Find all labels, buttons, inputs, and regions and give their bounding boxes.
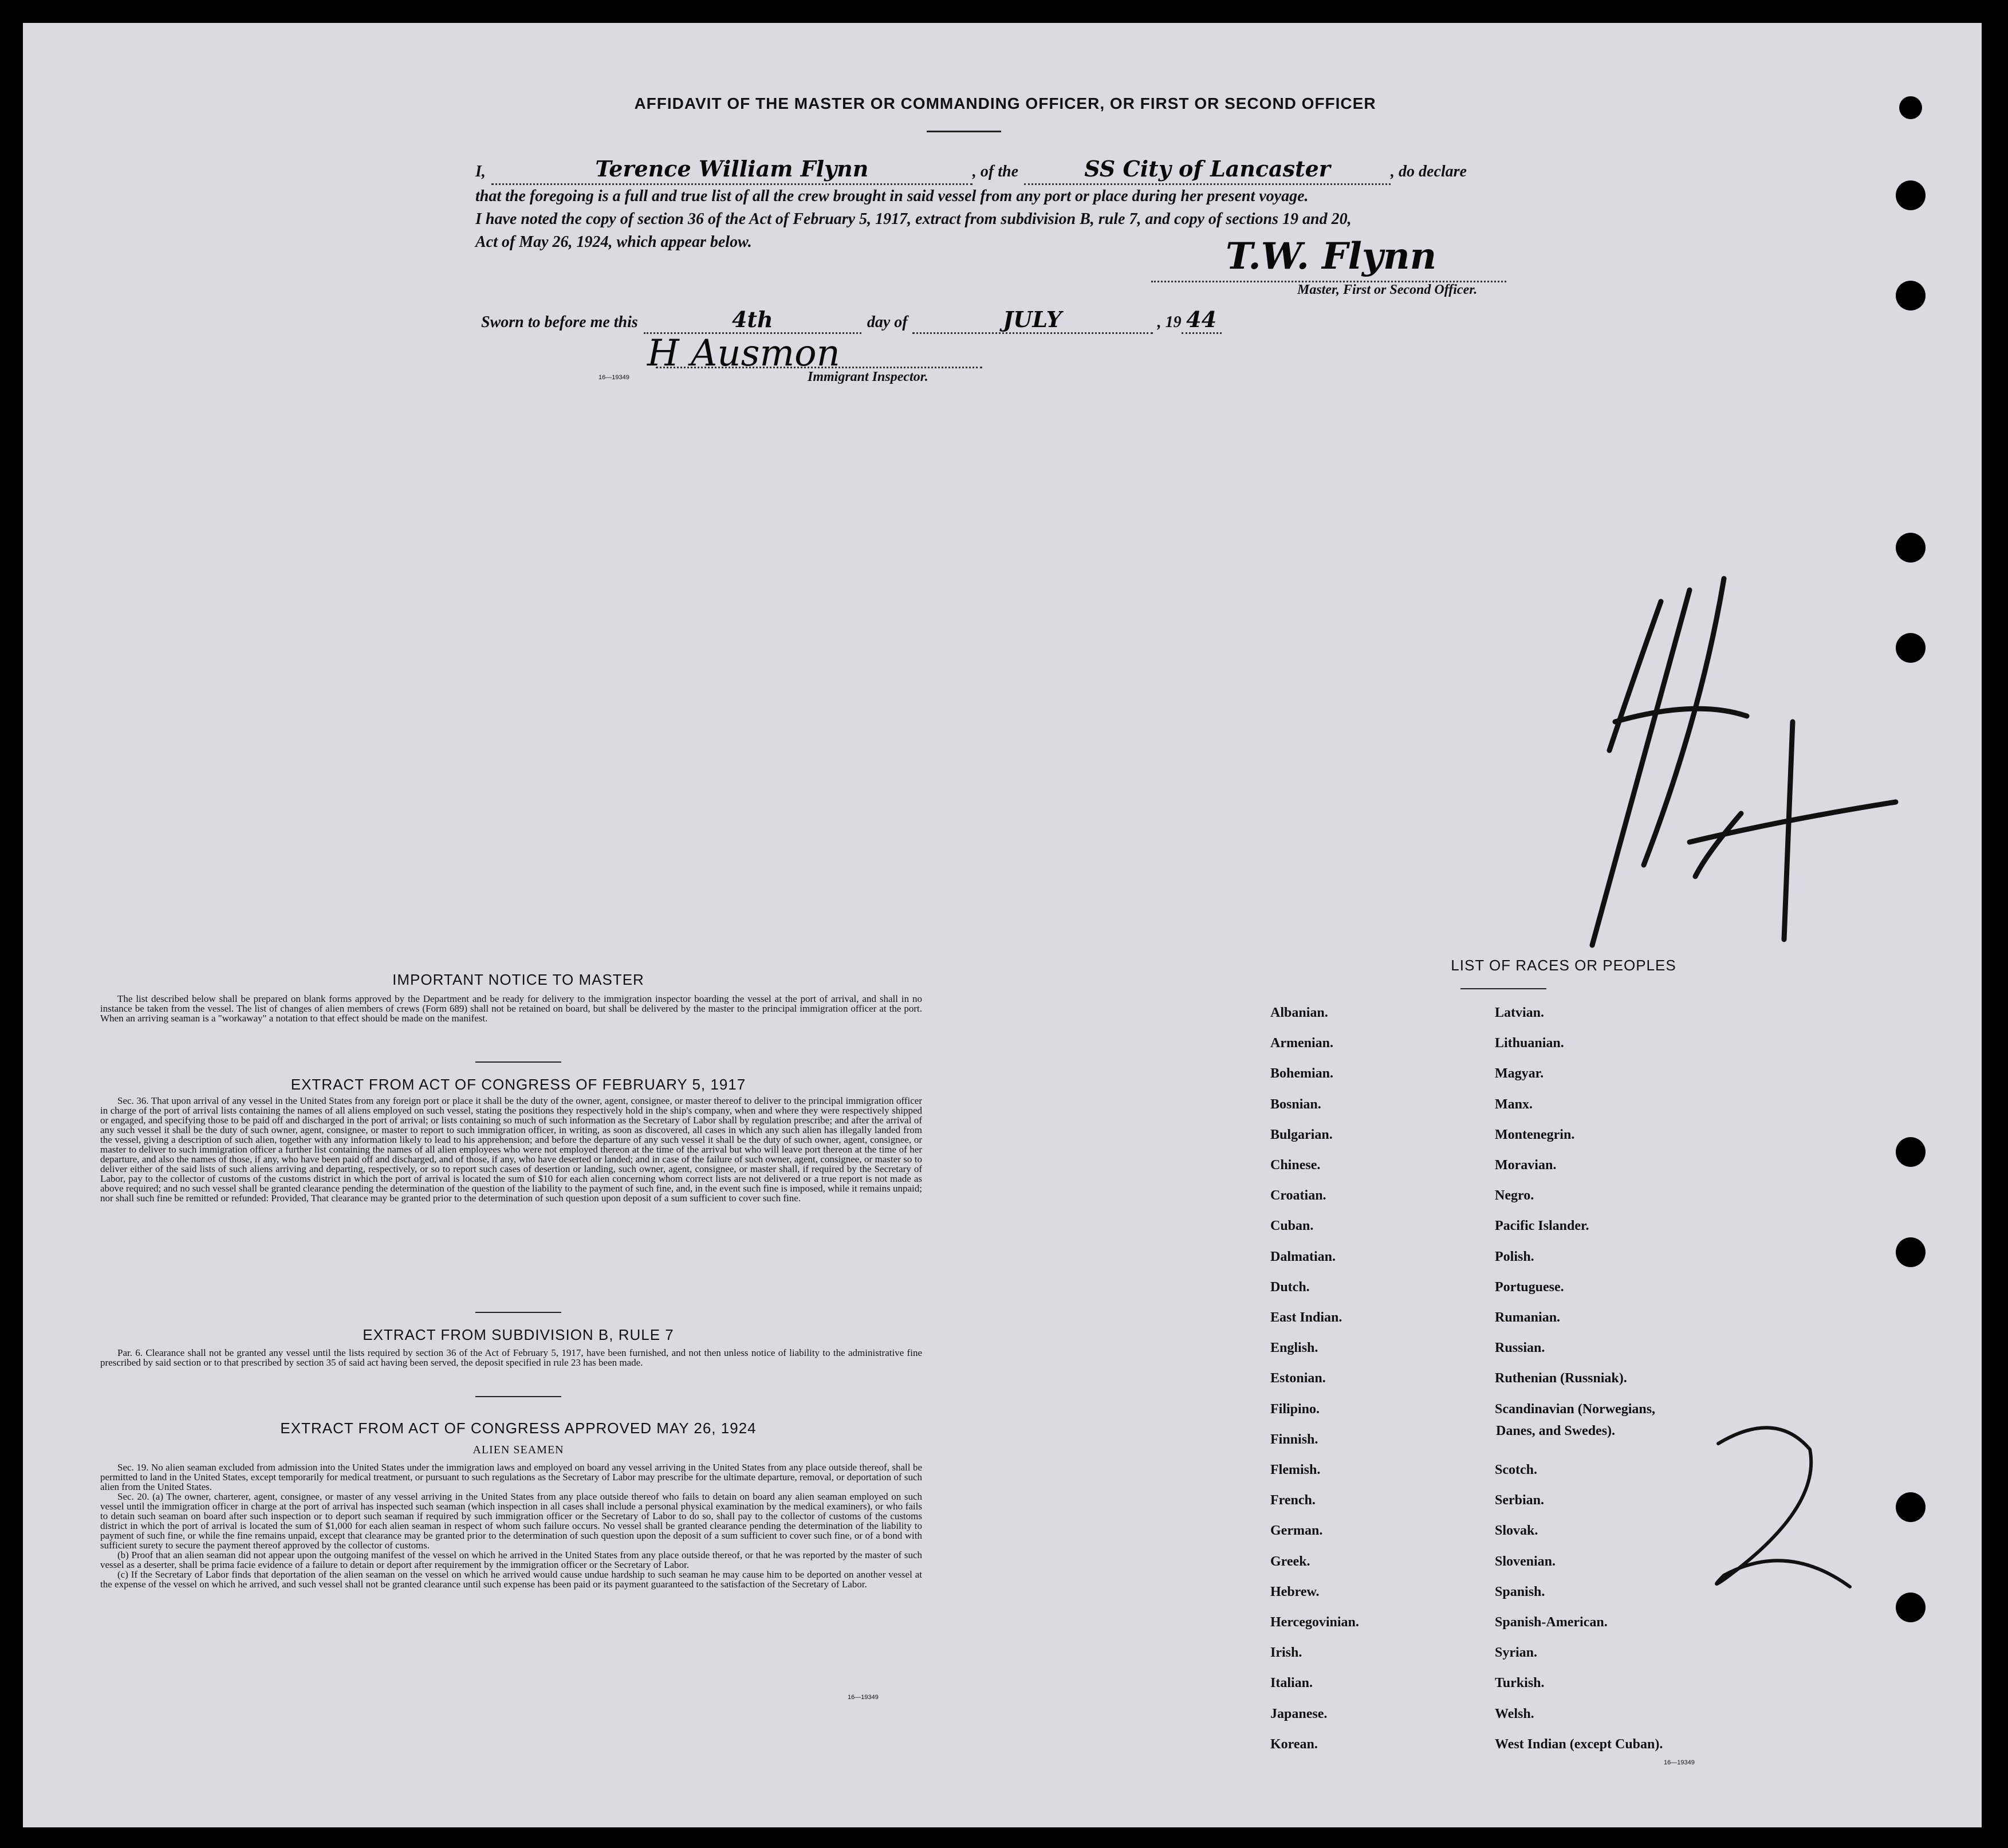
master-name-field [491, 158, 972, 185]
race-item: Scotch. [1495, 1462, 1537, 1477]
affidavit-line-3: I have noted the copy of section 36 of the Act of February 5, 1917, extract from subdivision B, rule 7, and copy of sections 19 and 20, [475, 210, 1352, 228]
race-item: Bohemian. [1270, 1066, 1334, 1082]
subdivision-b-text [100, 1348, 922, 1367]
extract-1924-title: EXTRACT FROM ACT OF CONGRESS APPROVED MAY 26, 1924 [280, 1420, 757, 1437]
inspector-signature-line [656, 344, 982, 368]
binder-hole [1899, 96, 1922, 119]
race-item: Croatian. [1270, 1188, 1326, 1204]
inspector-caption: Immigrant Inspector. [808, 369, 928, 384]
races-title-divider [1460, 988, 1546, 989]
binder-hole [1896, 1593, 1926, 1622]
rule-7-paragraph: Par. 6. Clearance shall not be granted any vessel until the lists required by section 36 of the Act of February 5, 1917, have been furnished, and not then unless notice of liability to the administrative fine prescribed by said section or to that prescribed by section 35 of said act having been served, the deposit specified in rule 23 has been made. [100, 1347, 922, 1368]
affidavit-line-4: Act of May 26, 1924, which appear below. [475, 233, 752, 251]
binder-hole [1896, 533, 1926, 563]
race-item: Slovak. [1495, 1523, 1538, 1539]
race-item: Spanish. [1495, 1584, 1545, 1599]
affidavit-title: AFFIDAVIT OF THE MASTER OR COMMANDING OFFICER, OR FIRST OR SECOND OFFICER [634, 95, 1376, 112]
race-item: Moravian. [1495, 1158, 1557, 1173]
notice-title: IMPORTANT NOTICE TO MASTER [392, 971, 644, 988]
race-item: Portuguese. [1495, 1279, 1564, 1295]
section-20c-paragraph: (c) If the Secretary of Labor finds that deportation of the alien seaman on the vessel on which he arrived would cause undue hardship to such seaman he may cause him to be deported on another vessel at the expense of the vessel on which he arrived, and such vessel shall not be granted clearance until such expense has been paid or its payment guaranteed to the satisfaction of the Secretary of Labor. [100, 1569, 922, 1590]
divider [475, 1061, 561, 1063]
affidavit-line-2: that the foregoing is a full and true list of all the crew brought in said vessel from any port or place during her present voyage. [475, 187, 1309, 205]
binder-hole [1896, 1137, 1926, 1167]
race-item: Syrian. [1495, 1645, 1538, 1661]
race-item: Montenegrin. [1495, 1127, 1575, 1142]
title-divider [927, 131, 1001, 132]
race-item: Hercegovinian. [1270, 1615, 1359, 1630]
binder-hole [1896, 1237, 1926, 1267]
race-item: Estonian. [1270, 1371, 1326, 1386]
race-item: Lithuanian. [1495, 1036, 1564, 1051]
race-item: West Indian (except Cuban). [1495, 1736, 1663, 1752]
sworn-month-field [912, 306, 1153, 334]
race-item: Flemish. [1270, 1462, 1321, 1477]
master-name-handwritten: Terence William Flynn [595, 156, 869, 182]
race-item: Negro. [1495, 1188, 1534, 1204]
race-item: Welsh. [1495, 1706, 1534, 1721]
race-item: Italian. [1270, 1676, 1313, 1691]
handwritten-side-number [1684, 1403, 1856, 1598]
affidavit-prefix: I, [475, 163, 486, 180]
master-signature-line [1151, 258, 1506, 282]
race-item: Scandinavian (Norwegians, [1495, 1401, 1656, 1417]
binder-hole [1896, 180, 1926, 210]
subdivision-b-title: EXTRACT FROM SUBDIVISION B, RULE 7 [363, 1326, 674, 1343]
sworn-day-handwritten: 4th [732, 306, 773, 332]
sworn-line [481, 306, 1222, 334]
races-title: LIST OF RACES OR PEOPLES [1451, 957, 1676, 974]
sworn-month-handwritten: JULY [1003, 306, 1062, 332]
master-signature: T.W. Flynn [1226, 235, 1437, 278]
stroke-seven [1592, 579, 1724, 945]
race-item: Turkish. [1495, 1676, 1545, 1691]
do-declare-label: , do declare [1391, 163, 1467, 180]
race-item: Armenian. [1270, 1036, 1333, 1051]
race-item: Ruthenian (Russniak). [1495, 1371, 1627, 1386]
day-of-label: day of [867, 313, 908, 331]
race-item: Polish. [1495, 1249, 1534, 1264]
race-item: Finnish. [1270, 1432, 1318, 1447]
race-item: Magyar. [1495, 1066, 1544, 1082]
race-item: Russian. [1495, 1340, 1545, 1356]
extract-1924-text [100, 1462, 922, 1589]
race-item: Manx. [1495, 1096, 1533, 1112]
divider [475, 1396, 561, 1397]
section-36-paragraph: Sec. 36. That upon arrival of any vessel in the United States from any foreign port or place it shall be the duty of the owner, agent, consignee, or master thereof to deliver to the principal immigration officer in charge of the port of arrival lists containing the names of all aliens employed on such vessel, stating the positions they respectively hold in the ship's company, when and where they were respectively shipped or engaged, and specifying those to be paid off and discharged in the port of arrival; or lists containing so much of such information as the Secretary of Labor shall by regulation prescribe; and after the arrival of any such vessel it shall be the duty of such owner, agent, consignee, or master to report to such immigration officer, in writing, as soon as discovered, all cases in which any such alien has illegally landed from the vessel, giving a description of such alien, together with any information likely to lead to his apprehension; and before the departure of any such vessel it shall be the duty of such owner, agent, consignee, or master to deliver to such immigration officer a further list containing the names of all alien employees who were not employed thereon at the time of the arrival but who will leave port thereon at the time of her departure, and also the names of those, if any, who have been paid off and discharged, and of those, if any, who have deserted or landed; and in case of the failure of such owner, agent, consignee, or master so to deliver either of the said lists of such aliens arriving and departing, respectively, or so to report such cases of desertion or landing, such owner, agent, consignee, or master shall, if required by the Secretary of Labor, pay to the collector of customs of the customs district in which the port of arrival is located the sum of $10 for each alien concerning whom correct lists are not delivered or a true report is not made as above required; and no such vessel shall be granted clearance pending the determination of the question of the liability to the payment of such fine, and, in the event such fine is imposed, while it remains unpaid; nor shall such fine be remitted or refunded: Provided, That clearance may be granted prior to the determination of such question upon deposit of a sum sufficient to cover such fine. [100, 1095, 922, 1204]
extract-1917-text [100, 1096, 922, 1203]
race-item: East Indian. [1270, 1310, 1342, 1325]
race-item: Pacific Islander. [1495, 1218, 1589, 1234]
divider [475, 1312, 561, 1313]
of-the-label: , of the [972, 163, 1019, 180]
race-item: Filipino. [1270, 1401, 1320, 1417]
race-continuation: Danes, and Swedes). [1496, 1424, 1616, 1438]
race-item: Latvian. [1495, 1005, 1545, 1020]
race-item: Chinese. [1270, 1158, 1321, 1173]
races-form-number: 16—19349 [1664, 1759, 1695, 1766]
race-item: Slovenian. [1495, 1554, 1556, 1569]
year-handwritten: 44 [1186, 306, 1217, 332]
race-item: Bosnian. [1270, 1096, 1321, 1112]
stroke-four [1690, 722, 1896, 939]
master-signature-caption: Master, First or Second Officer. [1297, 282, 1478, 297]
race-item: Japanese. [1270, 1706, 1328, 1721]
race-item: Serbian. [1495, 1493, 1545, 1508]
race-item: English. [1270, 1340, 1318, 1356]
stroke-slash [1615, 709, 1747, 722]
section-20b-paragraph: (b) Proof that an alien seaman did not appear upon the outgoing manifest of the vessel on which he arrived in the United States from any place outside thereof, or that he was reported by the master of such vessel as a deserter, shall be prima facie evidence of a failure to detain or deport after requirement by the immigration officer or the Secretary of Labor. [100, 1550, 922, 1570]
sworn-prefix: Sworn to before me this [481, 313, 638, 331]
section-19-paragraph: Sec. 19. No alien seaman excluded from admission into the United States under the immigration laws and employed on board any vessel arriving in the United States from any place outside thereof, shall be permitted to land in the United States, except temporarily for medical treatment, or pursuant to such regulations as the Secretary of Labor may prescribe for the ultimate departure, removal, or deportation of such alien from the United States. [100, 1462, 922, 1492]
inspector-form-number: 16—19349 [599, 374, 629, 381]
vessel-name-field [1024, 158, 1391, 185]
notice-paragraph: The list described below shall be prepared on blank forms approved by the Department and be ready for delivery to the immigration inspector boarding the vessel at the port of arrival, and shall in no instance be taken from the vessel. The list of changes of alien members of crews (Form 689) shall not be retained on board, but shall be delivered by the master to the principal immigration officer at the port. When an arriving seaman is a "workaway" a notation to that effect should be made on the manifest. [100, 993, 922, 1024]
race-item: Bulgarian. [1270, 1127, 1333, 1142]
binder-hole [1896, 1492, 1926, 1522]
handwritten-large-number [1558, 567, 1913, 980]
extract-1917-title: EXTRACT FROM ACT OF CONGRESS OF FEBRUARY 5, 1917 [290, 1076, 746, 1093]
alien-seamen-subtitle: ALIEN SEAMEN [473, 1444, 564, 1456]
race-item: Dalmatian. [1270, 1249, 1336, 1264]
stroke-two [1716, 1428, 1850, 1587]
affidavit-line-1 [475, 158, 1541, 185]
race-item: Dutch. [1270, 1279, 1310, 1295]
binder-hole [1896, 281, 1926, 310]
race-item: Korean. [1270, 1736, 1318, 1752]
race-item: Spanish-American. [1495, 1615, 1608, 1630]
inspector-signature: H Ausmon [647, 332, 840, 375]
race-item: Greek. [1270, 1554, 1310, 1569]
year-prefix: , 19 [1157, 313, 1182, 331]
race-item: Irish. [1270, 1645, 1302, 1661]
section-20a-paragraph: Sec. 20. (a) The owner, charterer, agent, consignee, or master of any vessel arriving in the United States from any place outside thereof who fails to detain on board any alien seaman employed on such vessel until the immigration officer in charge at the port of arrival has inspected such seaman (which inspection in all cases shall include a personal physical examination by the medical examiners), or who fails to detain such seaman on board after such inspection or to deport such seaman if required by such immigration officer or the Secretary of Labor to do so, shall pay to the collector of customs of the customs district in which the port of arrival is located the sum of $1,000 for each alien seaman in respect of whom such failure occurs. No vessel shall be granted clearance pending the determination of the liability to payment of such fine, or while the fine remains unpaid, except that clearance may be granted prior to the determination of such question upon the deposit of a sum sufficient to cover such fine, or of a bond with sufficient surety to secure the payment thereof approved by the collector of customs. [100, 1491, 922, 1551]
notice-text [100, 994, 922, 1023]
race-item: German. [1270, 1523, 1323, 1539]
race-item: Rumanian. [1495, 1310, 1561, 1325]
sworn-day-field [644, 306, 861, 334]
vessel-name-handwritten: SS City of Lancaster [1084, 156, 1330, 182]
race-item: Hebrew. [1270, 1584, 1320, 1599]
year-field [1182, 306, 1222, 334]
race-item: Albanian. [1270, 1005, 1328, 1020]
race-item: French. [1270, 1493, 1316, 1508]
race-item: Cuban. [1270, 1218, 1314, 1234]
extract-form-number: 16—19349 [848, 1694, 879, 1701]
